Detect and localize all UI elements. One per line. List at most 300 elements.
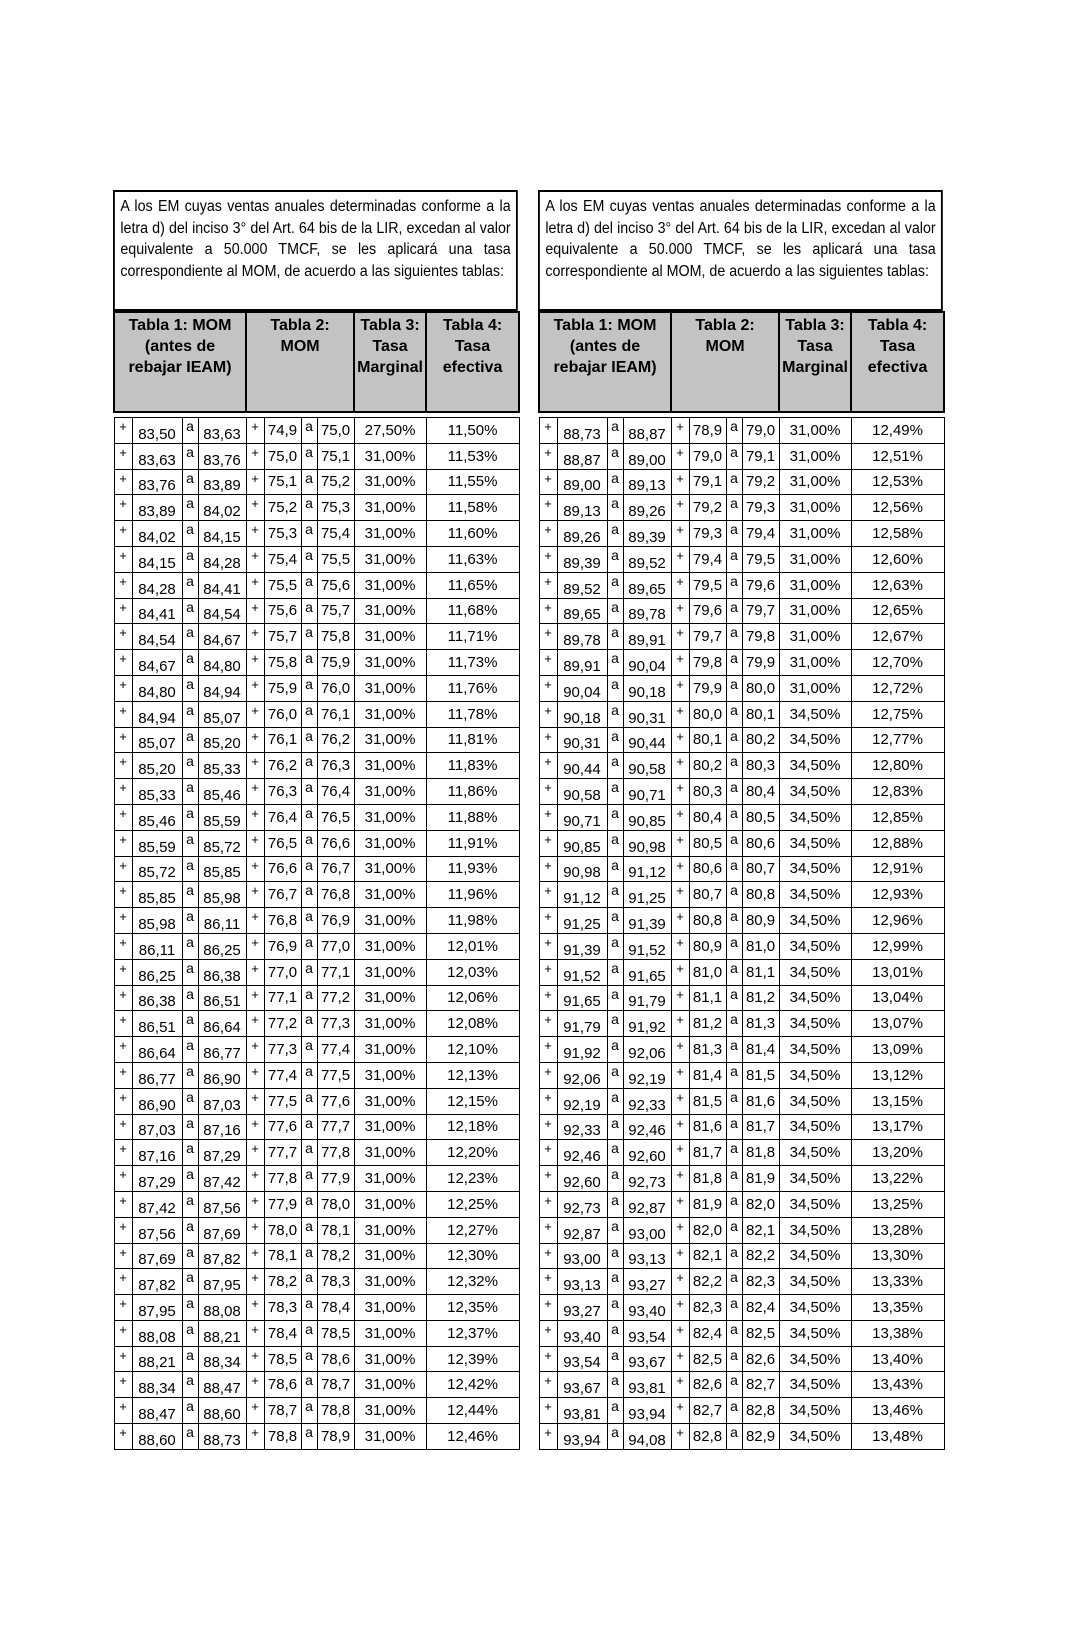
mom-from: 85,98 xyxy=(132,908,182,934)
mom-from: 90,58 xyxy=(557,779,607,805)
table-row xyxy=(114,830,519,856)
tasa-efectiva: 11,81% xyxy=(426,727,519,753)
tasa-marginal: 34,50% xyxy=(779,1062,851,1088)
plus-sign: + xyxy=(114,1269,132,1295)
range-word: a xyxy=(301,675,317,701)
mom-from: 91,65 xyxy=(557,985,607,1011)
range-word: a xyxy=(301,1424,317,1450)
mom-to: 91,92 xyxy=(623,1011,671,1037)
plus-sign: + xyxy=(246,495,264,521)
table-row xyxy=(539,650,944,676)
plus-sign: + xyxy=(246,1346,264,1372)
plus-sign: + xyxy=(246,1269,264,1295)
tasa-marginal: 31,00% xyxy=(354,1140,426,1166)
mom2-from: 75,6 xyxy=(264,598,301,624)
range-word: a xyxy=(607,830,623,856)
mom-to: 84,80 xyxy=(198,650,246,676)
range-word: a xyxy=(182,1062,198,1088)
tasa-marginal: 31,00% xyxy=(354,1011,426,1037)
mom2-to: 80,7 xyxy=(742,856,779,882)
mom-from: 91,12 xyxy=(557,882,607,908)
mom-to: 87,95 xyxy=(198,1269,246,1295)
plus-sign: + xyxy=(539,830,557,856)
tasa-efectiva: 11,60% xyxy=(426,521,519,547)
mom-to: 87,82 xyxy=(198,1243,246,1269)
range-word: a xyxy=(726,546,742,572)
tasa-marginal: 34,50% xyxy=(779,753,851,779)
mom-to: 84,41 xyxy=(198,572,246,598)
header-tabla-2: Tabla 2: MOM xyxy=(671,312,779,412)
mom2-from: 77,1 xyxy=(264,985,301,1011)
table-row xyxy=(539,1037,944,1063)
mom-to: 90,98 xyxy=(623,830,671,856)
tasa-marginal: 31,00% xyxy=(354,701,426,727)
mom-from: 84,54 xyxy=(132,624,182,650)
tasa-efectiva: 12,08% xyxy=(426,1011,519,1037)
tasa-marginal: 31,00% xyxy=(779,521,851,547)
mom2-from: 75,5 xyxy=(264,572,301,598)
plus-sign: + xyxy=(671,1295,689,1321)
range-word: a xyxy=(726,804,742,830)
plus-sign: + xyxy=(671,1166,689,1192)
tasa-efectiva: 11,68% xyxy=(426,598,519,624)
mom2-to: 79,9 xyxy=(742,650,779,676)
mom-to: 90,18 xyxy=(623,675,671,701)
plus-sign: + xyxy=(671,1372,689,1398)
mom-from: 86,51 xyxy=(132,1011,182,1037)
plus-sign: + xyxy=(539,882,557,908)
mom-from: 90,31 xyxy=(557,727,607,753)
range-word: a xyxy=(182,753,198,779)
table-row xyxy=(539,701,944,727)
mom-from: 88,73 xyxy=(557,418,607,444)
plus-sign: + xyxy=(114,830,132,856)
mom-to: 89,39 xyxy=(623,521,671,547)
plus-sign: + xyxy=(114,546,132,572)
table-row xyxy=(539,1269,944,1295)
mom-from: 88,21 xyxy=(132,1346,182,1372)
tasa-efectiva: 12,32% xyxy=(426,1269,519,1295)
plus-sign: + xyxy=(539,443,557,469)
rate-table-left xyxy=(113,311,520,1450)
mom2-to: 82,1 xyxy=(742,1217,779,1243)
plus-sign: + xyxy=(671,1217,689,1243)
plus-sign: + xyxy=(114,908,132,934)
mom-to: 88,08 xyxy=(198,1295,246,1321)
range-word: a xyxy=(182,1424,198,1450)
range-word: a xyxy=(726,753,742,779)
mom2-from: 78,8 xyxy=(264,1424,301,1450)
tasa-efectiva: 11,58% xyxy=(426,495,519,521)
mom2-from: 82,6 xyxy=(689,1372,726,1398)
tasa-marginal: 34,50% xyxy=(779,1320,851,1346)
mom-to: 84,67 xyxy=(198,624,246,650)
plus-sign: + xyxy=(539,1320,557,1346)
plus-sign: + xyxy=(671,624,689,650)
tasa-marginal: 31,00% xyxy=(779,572,851,598)
mom-to: 85,46 xyxy=(198,779,246,805)
mom-to: 90,44 xyxy=(623,727,671,753)
tasa-efectiva: 11,65% xyxy=(426,572,519,598)
mom-from: 85,72 xyxy=(132,856,182,882)
tasa-efectiva: 12,25% xyxy=(426,1191,519,1217)
table-row xyxy=(114,727,519,753)
tasa-efectiva: 12,27% xyxy=(426,1217,519,1243)
mom2-to: 80,5 xyxy=(742,804,779,830)
mom2-from: 82,7 xyxy=(689,1398,726,1424)
plus-sign: + xyxy=(114,1037,132,1063)
plus-sign: + xyxy=(246,418,264,444)
mom-to: 90,58 xyxy=(623,753,671,779)
plus-sign: + xyxy=(114,727,132,753)
mom-to: 83,63 xyxy=(198,418,246,444)
tasa-efectiva: 12,20% xyxy=(426,1140,519,1166)
mom-to: 91,65 xyxy=(623,959,671,985)
mom2-from: 81,7 xyxy=(689,1140,726,1166)
mom-from: 90,98 xyxy=(557,856,607,882)
tasa-marginal: 31,00% xyxy=(779,650,851,676)
mom-to: 93,81 xyxy=(623,1372,671,1398)
range-word: a xyxy=(726,882,742,908)
table-row xyxy=(539,1088,944,1114)
mom-from: 93,13 xyxy=(557,1269,607,1295)
mom2-from: 80,7 xyxy=(689,882,726,908)
table-row xyxy=(539,753,944,779)
tasa-marginal: 31,00% xyxy=(779,546,851,572)
mom2-from: 76,5 xyxy=(264,830,301,856)
range-word: a xyxy=(607,933,623,959)
table-row xyxy=(114,804,519,830)
mom2-to: 76,7 xyxy=(317,856,354,882)
mom2-from: 78,9 xyxy=(689,418,726,444)
table-row xyxy=(539,469,944,495)
mom-to: 91,79 xyxy=(623,985,671,1011)
table-row xyxy=(114,1191,519,1217)
mom-to: 90,85 xyxy=(623,804,671,830)
table-row xyxy=(539,495,944,521)
mom2-from: 75,2 xyxy=(264,495,301,521)
range-word: a xyxy=(726,1191,742,1217)
mom2-from: 81,4 xyxy=(689,1062,726,1088)
mom-from: 87,56 xyxy=(132,1217,182,1243)
tasa-efectiva: 11,93% xyxy=(426,856,519,882)
plus-sign: + xyxy=(246,1088,264,1114)
mom2-to: 76,3 xyxy=(317,753,354,779)
tasa-marginal: 31,00% xyxy=(354,1320,426,1346)
tasa-marginal: 34,50% xyxy=(779,1424,851,1450)
mom-from: 93,00 xyxy=(557,1243,607,1269)
range-word: a xyxy=(182,1295,198,1321)
plus-sign: + xyxy=(246,546,264,572)
mom-from: 85,46 xyxy=(132,804,182,830)
mom2-from: 77,5 xyxy=(264,1088,301,1114)
plus-sign: + xyxy=(671,1114,689,1140)
range-word: a xyxy=(182,546,198,572)
header-row xyxy=(114,312,519,412)
mom2-to: 78,7 xyxy=(317,1372,354,1398)
plus-sign: + xyxy=(671,1088,689,1114)
mom2-to: 75,7 xyxy=(317,598,354,624)
plus-sign: + xyxy=(246,1398,264,1424)
table-row xyxy=(539,1424,944,1450)
rate-table-right xyxy=(538,311,945,1450)
table-row xyxy=(539,1140,944,1166)
mom2-to: 82,2 xyxy=(742,1243,779,1269)
range-word: a xyxy=(607,1088,623,1114)
plus-sign: + xyxy=(114,1114,132,1140)
range-word: a xyxy=(301,1114,317,1140)
mom2-from: 76,4 xyxy=(264,804,301,830)
tasa-marginal: 31,00% xyxy=(354,1088,426,1114)
tasa-marginal: 31,00% xyxy=(354,469,426,495)
plus-sign: + xyxy=(671,985,689,1011)
table-row xyxy=(539,418,944,444)
mom2-from: 75,4 xyxy=(264,546,301,572)
mom-from: 88,34 xyxy=(132,1372,182,1398)
tasa-efectiva: 13,48% xyxy=(851,1424,944,1450)
range-word: a xyxy=(301,1398,317,1424)
mom-to: 84,54 xyxy=(198,598,246,624)
plus-sign: + xyxy=(114,779,132,805)
plus-sign: + xyxy=(246,779,264,805)
tasa-efectiva: 11,55% xyxy=(426,469,519,495)
plus-sign: + xyxy=(671,572,689,598)
range-word: a xyxy=(607,1191,623,1217)
mom2-from: 76,8 xyxy=(264,908,301,934)
tasa-marginal: 31,00% xyxy=(354,1114,426,1140)
plus-sign: + xyxy=(246,882,264,908)
mom2-to: 75,9 xyxy=(317,650,354,676)
mom-from: 93,27 xyxy=(557,1295,607,1321)
range-word: a xyxy=(726,675,742,701)
table-row xyxy=(539,1217,944,1243)
range-word: a xyxy=(182,727,198,753)
range-word: a xyxy=(726,1295,742,1321)
mom-to: 92,33 xyxy=(623,1088,671,1114)
range-word: a xyxy=(301,1140,317,1166)
range-word: a xyxy=(182,1166,198,1192)
range-word: a xyxy=(182,701,198,727)
plus-sign: + xyxy=(539,804,557,830)
plus-sign: + xyxy=(671,443,689,469)
tasa-efectiva: 13,35% xyxy=(851,1295,944,1321)
plus-sign: + xyxy=(114,1011,132,1037)
tasa-marginal: 31,00% xyxy=(779,598,851,624)
range-word: a xyxy=(182,1088,198,1114)
table-row xyxy=(114,572,519,598)
table-row xyxy=(539,624,944,650)
mom2-from: 74,9 xyxy=(264,418,301,444)
mom2-to: 80,6 xyxy=(742,830,779,856)
plus-sign: + xyxy=(114,804,132,830)
tasa-marginal: 31,00% xyxy=(354,856,426,882)
mom-to: 85,20 xyxy=(198,727,246,753)
tasa-marginal: 31,00% xyxy=(354,830,426,856)
mom2-from: 81,5 xyxy=(689,1088,726,1114)
tasa-efectiva: 12,93% xyxy=(851,882,944,908)
range-word: a xyxy=(726,650,742,676)
table-row xyxy=(539,598,944,624)
mom-to: 89,13 xyxy=(623,469,671,495)
tasa-marginal: 31,00% xyxy=(354,804,426,830)
plus-sign: + xyxy=(114,1217,132,1243)
mom-from: 84,67 xyxy=(132,650,182,676)
tasa-marginal: 31,00% xyxy=(354,650,426,676)
mom2-to: 76,9 xyxy=(317,908,354,934)
mom2-from: 79,8 xyxy=(689,650,726,676)
mom2-from: 78,6 xyxy=(264,1372,301,1398)
mom-from: 87,42 xyxy=(132,1191,182,1217)
range-word: a xyxy=(182,1140,198,1166)
range-word: a xyxy=(182,1269,198,1295)
tasa-marginal: 31,00% xyxy=(354,933,426,959)
tasa-marginal: 31,00% xyxy=(354,675,426,701)
plus-sign: + xyxy=(114,650,132,676)
plus-sign: + xyxy=(246,727,264,753)
mom-to: 91,39 xyxy=(623,908,671,934)
mom2-from: 76,9 xyxy=(264,933,301,959)
tasa-efectiva: 13,17% xyxy=(851,1114,944,1140)
mom-to: 87,56 xyxy=(198,1191,246,1217)
mom2-to: 80,4 xyxy=(742,779,779,805)
range-word: a xyxy=(607,1011,623,1037)
range-word: a xyxy=(301,1166,317,1192)
mom2-to: 77,9 xyxy=(317,1166,354,1192)
table-row xyxy=(114,753,519,779)
mom2-to: 77,3 xyxy=(317,1011,354,1037)
range-word: a xyxy=(607,1372,623,1398)
plus-sign: + xyxy=(539,418,557,444)
mom2-to: 82,9 xyxy=(742,1424,779,1450)
tasa-efectiva: 12,72% xyxy=(851,675,944,701)
mom2-to: 76,2 xyxy=(317,727,354,753)
table-row xyxy=(114,701,519,727)
mom-from: 93,81 xyxy=(557,1398,607,1424)
tasa-marginal: 34,50% xyxy=(779,1269,851,1295)
mom2-from: 82,3 xyxy=(689,1295,726,1321)
mom-from: 83,50 xyxy=(132,418,182,444)
plus-sign: + xyxy=(246,830,264,856)
range-word: a xyxy=(607,598,623,624)
plus-sign: + xyxy=(114,495,132,521)
mom-to: 88,60 xyxy=(198,1398,246,1424)
plus-sign: + xyxy=(671,856,689,882)
mom-from: 91,25 xyxy=(557,908,607,934)
tasa-efectiva: 11,53% xyxy=(426,443,519,469)
plus-sign: + xyxy=(246,1011,264,1037)
tasa-marginal: 31,00% xyxy=(354,727,426,753)
tasa-marginal: 34,50% xyxy=(779,1191,851,1217)
mom-to: 93,94 xyxy=(623,1398,671,1424)
mom2-to: 79,7 xyxy=(742,598,779,624)
range-word: a xyxy=(301,1037,317,1063)
mom-to: 86,90 xyxy=(198,1062,246,1088)
plus-sign: + xyxy=(114,1166,132,1192)
mom-from: 92,46 xyxy=(557,1140,607,1166)
mom-to: 85,98 xyxy=(198,882,246,908)
range-word: a xyxy=(182,959,198,985)
table-row xyxy=(539,1114,944,1140)
table-row xyxy=(114,650,519,676)
table-row xyxy=(114,1295,519,1321)
range-word: a xyxy=(301,1243,317,1269)
tasa-efectiva: 11,91% xyxy=(426,830,519,856)
plus-sign: + xyxy=(671,1269,689,1295)
range-word: a xyxy=(607,1243,623,1269)
mom2-from: 77,8 xyxy=(264,1166,301,1192)
mom2-from: 77,4 xyxy=(264,1062,301,1088)
mom2-from: 76,2 xyxy=(264,753,301,779)
plus-sign: + xyxy=(671,727,689,753)
plus-sign: + xyxy=(114,1243,132,1269)
table-row xyxy=(539,779,944,805)
range-word: a xyxy=(301,598,317,624)
plus-sign: + xyxy=(539,1372,557,1398)
mom2-to: 75,6 xyxy=(317,572,354,598)
plus-sign: + xyxy=(539,1243,557,1269)
plus-sign: + xyxy=(539,908,557,934)
tasa-efectiva: 11,83% xyxy=(426,753,519,779)
mom-to: 87,42 xyxy=(198,1166,246,1192)
plus-sign: + xyxy=(114,985,132,1011)
plus-sign: + xyxy=(246,443,264,469)
range-word: a xyxy=(726,908,742,934)
table-row xyxy=(539,1346,944,1372)
plus-sign: + xyxy=(539,1062,557,1088)
table-row xyxy=(114,933,519,959)
mom-to: 86,77 xyxy=(198,1037,246,1063)
range-word: a xyxy=(726,856,742,882)
range-word: a xyxy=(726,1243,742,1269)
mom2-from: 81,2 xyxy=(689,1011,726,1037)
mom2-to: 80,0 xyxy=(742,675,779,701)
range-word: a xyxy=(301,572,317,598)
mom-to: 89,26 xyxy=(623,495,671,521)
range-word: a xyxy=(301,1191,317,1217)
plus-sign: + xyxy=(539,469,557,495)
range-word: a xyxy=(301,701,317,727)
mom-from: 89,65 xyxy=(557,598,607,624)
plus-sign: + xyxy=(114,1320,132,1346)
mom2-from: 77,6 xyxy=(264,1114,301,1140)
tasa-efectiva: 12,85% xyxy=(851,804,944,830)
mom2-from: 77,3 xyxy=(264,1037,301,1063)
mom-from: 85,07 xyxy=(132,727,182,753)
mom2-from: 81,1 xyxy=(689,985,726,1011)
tasa-efectiva: 12,70% xyxy=(851,650,944,676)
table-row xyxy=(114,1320,519,1346)
mom2-to: 75,2 xyxy=(317,469,354,495)
mom-from: 92,87 xyxy=(557,1217,607,1243)
plus-sign: + xyxy=(114,1295,132,1321)
mom2-to: 77,0 xyxy=(317,933,354,959)
tasa-marginal: 31,00% xyxy=(354,624,426,650)
mom-to: 92,87 xyxy=(623,1191,671,1217)
table-row xyxy=(539,1398,944,1424)
mom2-from: 80,1 xyxy=(689,727,726,753)
table-row xyxy=(539,572,944,598)
table-row xyxy=(539,546,944,572)
mom-from: 93,54 xyxy=(557,1346,607,1372)
range-word: a xyxy=(726,521,742,547)
mom2-to: 80,9 xyxy=(742,908,779,934)
table-row xyxy=(114,1346,519,1372)
tasa-efectiva: 13,20% xyxy=(851,1140,944,1166)
tasa-marginal: 34,50% xyxy=(779,1372,851,1398)
tasa-marginal: 34,50% xyxy=(779,933,851,959)
mom2-to: 81,3 xyxy=(742,1011,779,1037)
mom2-from: 80,3 xyxy=(689,779,726,805)
